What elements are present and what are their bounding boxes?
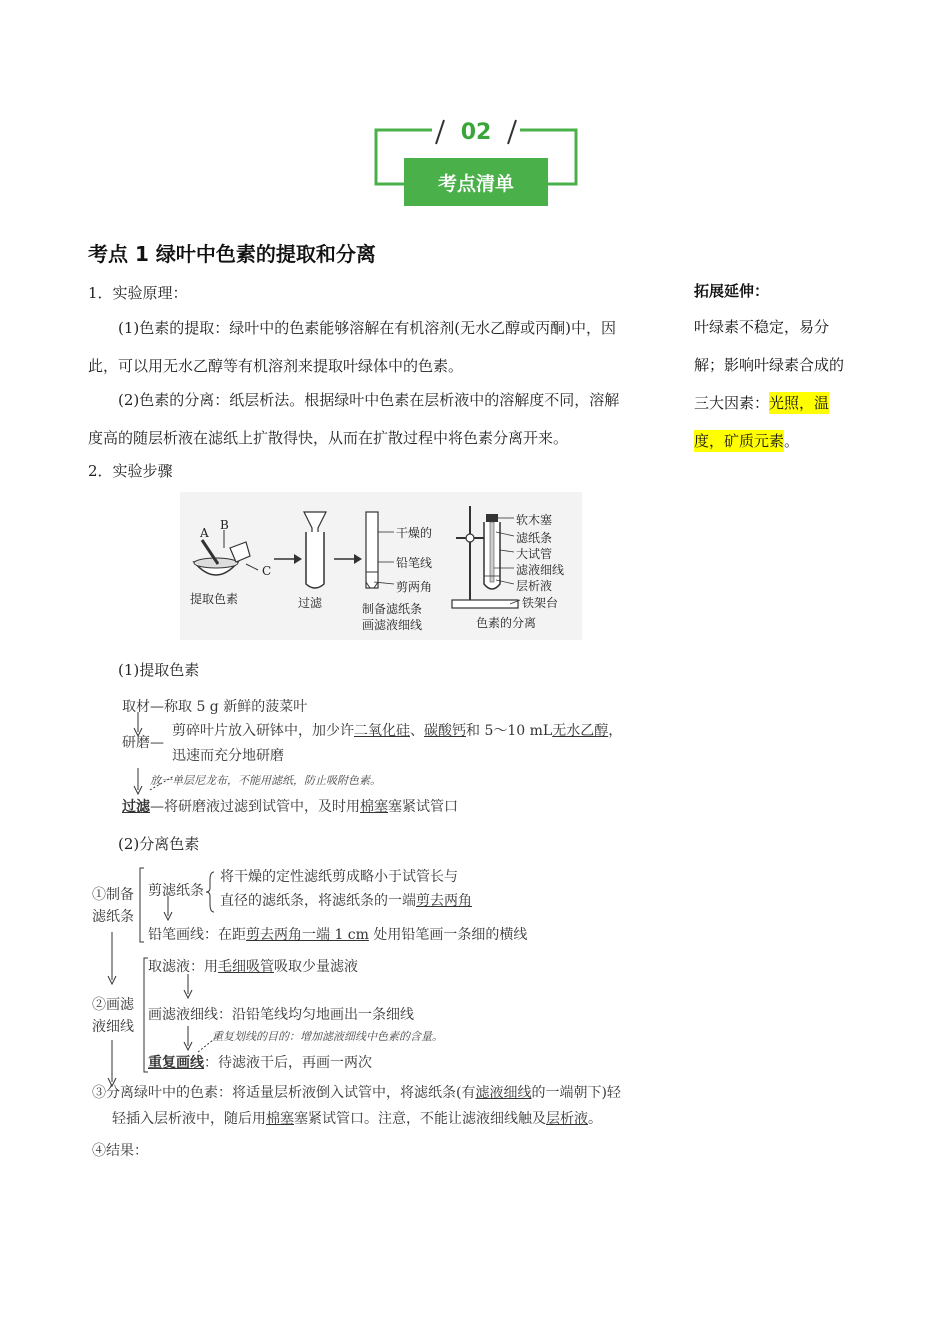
filter-cotton: 棉塞 xyxy=(360,799,388,815)
cut-strip-line2 xyxy=(220,890,472,910)
fig-dry: 干燥的 xyxy=(396,526,433,540)
badge-label: 考点清单 xyxy=(404,158,548,206)
extension-box xyxy=(694,280,874,469)
take-capillary: 毛细吸管 xyxy=(218,959,274,975)
fig-step-draw: 画滤液细线 xyxy=(362,618,423,632)
repeat-note: 重复划线的目的：增加滤液细线中色素的含量。 xyxy=(212,1030,443,1043)
fig-solvent: 层析液 xyxy=(516,579,553,593)
principle-p1-line2: 此，可以用无水乙醇等有机溶剂来提取叶绿体中的色素。 xyxy=(88,357,464,375)
extension-line2: 解；影响叶绿素合成的 xyxy=(694,356,845,374)
take-filtrate-row xyxy=(148,956,358,976)
extract-row-material: 取材—称取 5 g 新鲜的菠菜叶 xyxy=(122,699,308,715)
extract-row-grind xyxy=(122,732,164,752)
principle-p1-line1: (1)色素的提取：绿叶中的色素能够溶解在有机溶剂(无水乙醇或丙酮)中，因 xyxy=(118,319,616,337)
step1-label-a: ①制备 xyxy=(92,887,134,903)
step2-label-a: ②画滤 xyxy=(92,997,134,1013)
fig-cork: 软木塞 xyxy=(516,513,553,527)
cut-corners: 剪去两角 xyxy=(416,893,472,909)
fig-label-c: C xyxy=(262,564,272,578)
repeat-label: 重复画线 xyxy=(148,1055,204,1071)
filter-label: 过滤 xyxy=(122,799,150,815)
step3-thin-line: 滤液细线 xyxy=(475,1085,532,1101)
test-tube-icon xyxy=(306,532,324,588)
fig-cut: 剪两角 xyxy=(396,580,433,594)
fig-stand: 铁架台 xyxy=(522,596,559,610)
step3-text-e: 塞紧试管口。注意，不能让滤液细线触及 xyxy=(294,1111,546,1127)
experiment-figure xyxy=(180,492,582,640)
iron-stand-icon xyxy=(452,600,518,608)
step3-cotton: 棉塞 xyxy=(266,1111,294,1127)
fig-label-a: A xyxy=(200,526,209,540)
pencil-distance: 剪去两角一端 1 cm xyxy=(246,927,369,943)
fig-label-b: B xyxy=(220,518,229,532)
filter-end: 塞紧试管口 xyxy=(388,799,458,815)
principle-p2-line2: 度高的随层析液在滤纸上扩散得快，从而在扩散过程中将色素分离开来。 xyxy=(88,429,569,447)
filter-text: —将研磨液过滤到试管中，及时用 xyxy=(150,799,360,815)
extension-line3-text: 三大因素： xyxy=(694,394,770,412)
cork-icon xyxy=(486,514,498,522)
badge-number: 02 xyxy=(460,120,492,145)
grind-ethanol: 无水乙醇 xyxy=(552,723,609,739)
extract-grind-detail xyxy=(172,720,622,740)
grind-end: ， xyxy=(608,723,623,739)
grind-sep: 、 xyxy=(410,723,424,739)
highlight-factors-1: 光照，温 xyxy=(769,394,830,412)
grind-label: 研磨— xyxy=(122,735,164,751)
extension-heading: 拓展延伸： xyxy=(694,282,770,300)
extract-row-filter xyxy=(122,796,458,816)
grind-text: 剪碎叶片放入研钵中，加少许 xyxy=(172,723,354,739)
extract-grind-line2: 迅速而充分地研磨 xyxy=(172,748,284,764)
step1-label-b: 滤纸条 xyxy=(92,909,134,925)
step3-end: 。 xyxy=(588,1111,602,1127)
repeat-row xyxy=(148,1052,372,1072)
highlight-factors-2: 度，矿质元素 xyxy=(694,432,785,450)
fig-pencil: 铅笔线 xyxy=(396,556,433,570)
cut-strip-text: 直径的滤纸条，将滤纸条的一端 xyxy=(220,893,416,909)
principle-p2-line1: (2)色素的分离：纸层析法。根据绿叶中色素在层析液中的溶解度不同，溶解 xyxy=(118,391,620,409)
take-text: 取滤液：用 xyxy=(148,959,218,975)
pencil-text: 铅笔画线：在距 xyxy=(148,927,246,943)
step3-solvent: 层析液 xyxy=(546,1111,588,1127)
step3-text-c: 的一端朝下)轻 xyxy=(531,1085,621,1101)
grind-silica: 二氧化硅 xyxy=(354,723,410,739)
extension-line1: 叶绿素不稳定，易分 xyxy=(694,318,830,336)
take-end: 吸取少量滤液 xyxy=(274,959,358,975)
step3-text-d: 轻插入层析液中，随后用 xyxy=(112,1111,266,1127)
extract-heading: (1)提取色素 xyxy=(118,661,200,679)
draw-line-row: 画滤液细线：沿铅笔线均匀地画出一条细线 xyxy=(148,1007,414,1023)
step4-result: ④结果： xyxy=(92,1143,148,1159)
step3-text-a: ③分离绿叶中的色素：将适量层析液倒入试管中，将滤纸条(有 xyxy=(92,1085,476,1101)
repeat-text: ：待滤液干后，再画一两次 xyxy=(204,1055,372,1071)
extension-line4 xyxy=(694,431,874,451)
pencil-line-row xyxy=(148,924,527,944)
separate-heading: (2)分离色素 xyxy=(118,835,200,853)
step3-line2 xyxy=(112,1108,602,1128)
step3-line1 xyxy=(92,1082,621,1102)
fig-step-extract: 提取色素 xyxy=(190,592,239,606)
principle-heading: 1．实验原理： xyxy=(88,284,188,302)
fig-step-filter: 过滤 xyxy=(298,596,323,610)
fig-strip: 滤纸条 xyxy=(516,531,553,545)
beaker-icon xyxy=(230,542,250,562)
fig-thin-line: 滤液细线 xyxy=(516,563,565,577)
section-badge xyxy=(374,118,578,208)
grind-amount: 和 5～10 mL xyxy=(466,723,553,739)
extract-note: 放一单层尼龙布，不能用滤纸，防止吸附色素。 xyxy=(150,774,381,787)
extension-line4-end: 。 xyxy=(784,432,800,450)
fig-step-prepare: 制备滤纸条 xyxy=(362,602,423,616)
step2-label-b: 液细线 xyxy=(92,1019,134,1035)
steps-heading: 2．实验步骤 xyxy=(88,462,173,480)
filter-strip-icon xyxy=(366,512,378,588)
grind-caco3: 碳酸钙 xyxy=(424,723,466,739)
cut-strip-label: 剪滤纸条 xyxy=(148,883,204,899)
section-title: 考点 1 绿叶中色素的提取和分离 xyxy=(88,242,376,266)
extension-line3 xyxy=(694,393,874,413)
cut-strip-line1: 将干燥的定性滤纸剪成略小于试管长与 xyxy=(220,869,458,885)
fig-step-separate: 色素的分离 xyxy=(476,616,537,630)
pencil-end: 处用铅笔画一条细的横线 xyxy=(368,927,528,943)
fig-tube: 大试管 xyxy=(516,547,553,561)
